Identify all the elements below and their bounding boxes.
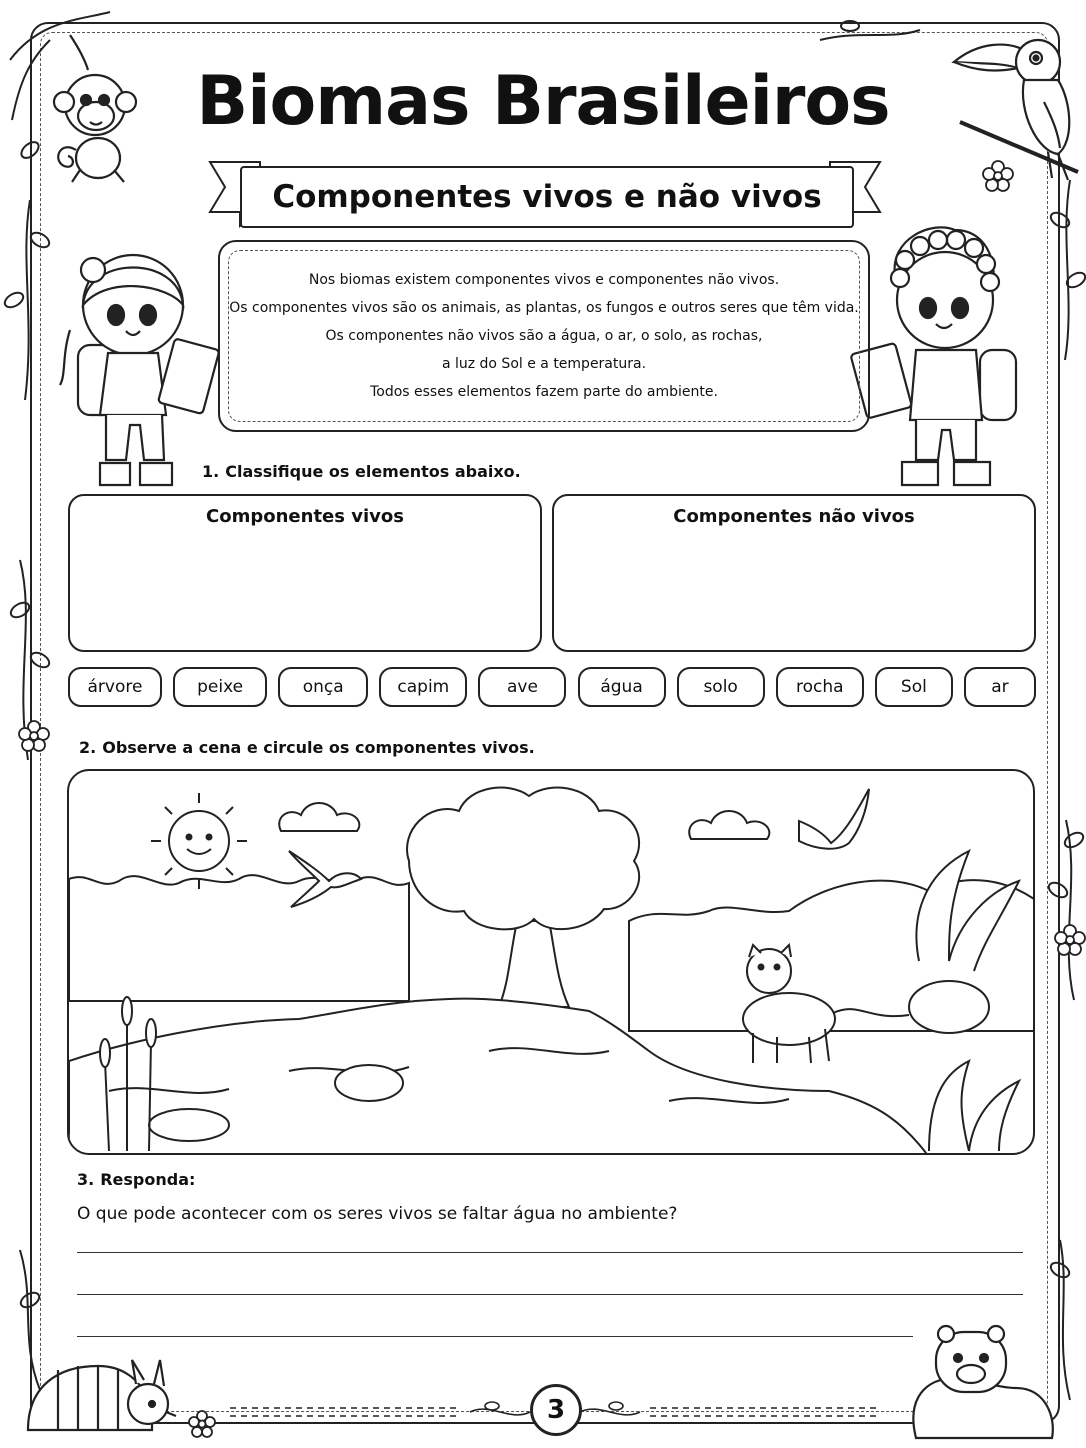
bush-icon bbox=[929, 1061, 1019, 1151]
nature-scene[interactable] bbox=[67, 769, 1035, 1155]
word-chip[interactable]: rocha bbox=[776, 667, 864, 707]
word-chip[interactable]: água bbox=[578, 667, 666, 707]
living-components-box[interactable] bbox=[68, 494, 542, 652]
flower-icon bbox=[1052, 922, 1086, 958]
page-title: Biomas Brasileiros bbox=[196, 62, 890, 141]
word-chip[interactable]: onça bbox=[278, 667, 368, 707]
intro-text-box bbox=[218, 240, 870, 432]
question-text: Classifique os elementos abaixo. bbox=[225, 462, 521, 481]
boy-student-icon bbox=[850, 220, 1030, 495]
intro-line: Os componentes não vivos são a água, o ar, o solo, as rochas, bbox=[325, 328, 763, 344]
word-chip[interactable]: árvore bbox=[68, 667, 162, 707]
flower-icon bbox=[16, 718, 52, 754]
flower-icon bbox=[186, 1408, 218, 1440]
subtitle-banner bbox=[180, 152, 910, 242]
sun-icon bbox=[151, 793, 247, 889]
intro-line: Os componentes vivos são os animais, as plantas, os fungos e outros seres que têm vida. bbox=[229, 300, 859, 316]
rock-icon bbox=[909, 981, 989, 1033]
armadillo-icon bbox=[18, 1346, 178, 1442]
tree-icon bbox=[407, 788, 639, 1007]
question-text: Responda: bbox=[100, 1170, 196, 1189]
rock-icon bbox=[335, 1065, 403, 1101]
question-3-heading bbox=[77, 1170, 195, 1189]
bush-icon bbox=[69, 875, 409, 1001]
intro-line: Todos esses elementos fazem parte do ambiente. bbox=[370, 384, 718, 400]
capybara-icon bbox=[906, 1318, 1056, 1444]
question-1-heading bbox=[202, 462, 521, 481]
living-components-title: Componentes vivos bbox=[206, 506, 404, 527]
question-text: Observe a cena e circule os componentes vivos. bbox=[102, 738, 535, 757]
page-subtitle: Componentes vivos e não vivos bbox=[240, 166, 854, 228]
non-living-components-title: Componentes não vivos bbox=[673, 506, 915, 527]
word-chip[interactable]: ave bbox=[478, 667, 566, 707]
girl-student-icon bbox=[48, 235, 228, 495]
word-bank bbox=[68, 667, 1036, 709]
question-number: 2. bbox=[79, 738, 97, 757]
cloud-icon bbox=[279, 803, 359, 831]
cloud-icon bbox=[689, 811, 769, 839]
word-chip[interactable]: peixe bbox=[173, 667, 267, 707]
word-chip[interactable]: solo bbox=[677, 667, 765, 707]
page-number: 3 bbox=[530, 1384, 582, 1436]
word-chip[interactable]: ar bbox=[964, 667, 1036, 707]
answer-line[interactable] bbox=[77, 1252, 1023, 1253]
question-number: 3. bbox=[77, 1170, 95, 1189]
answer-line[interactable] bbox=[77, 1294, 1023, 1295]
word-chip[interactable]: Sol bbox=[875, 667, 953, 707]
intro-line: Nos biomas existem componentes vivos e componentes não vivos. bbox=[308, 272, 780, 288]
question-3-prompt: O que pode acontecer com os seres vivos se faltar água no ambiente? bbox=[77, 1204, 678, 1224]
scene-drawing bbox=[69, 771, 1035, 1155]
question-number: 1. bbox=[202, 462, 220, 481]
non-living-components-box[interactable] bbox=[552, 494, 1036, 652]
answer-line[interactable] bbox=[77, 1336, 913, 1337]
word-chip[interactable]: capim bbox=[379, 667, 467, 707]
question-2-heading bbox=[79, 738, 535, 757]
intro-line: a luz do Sol e a temperatura. bbox=[441, 356, 647, 372]
bird-icon bbox=[799, 789, 869, 849]
rock-icon bbox=[149, 1109, 229, 1141]
